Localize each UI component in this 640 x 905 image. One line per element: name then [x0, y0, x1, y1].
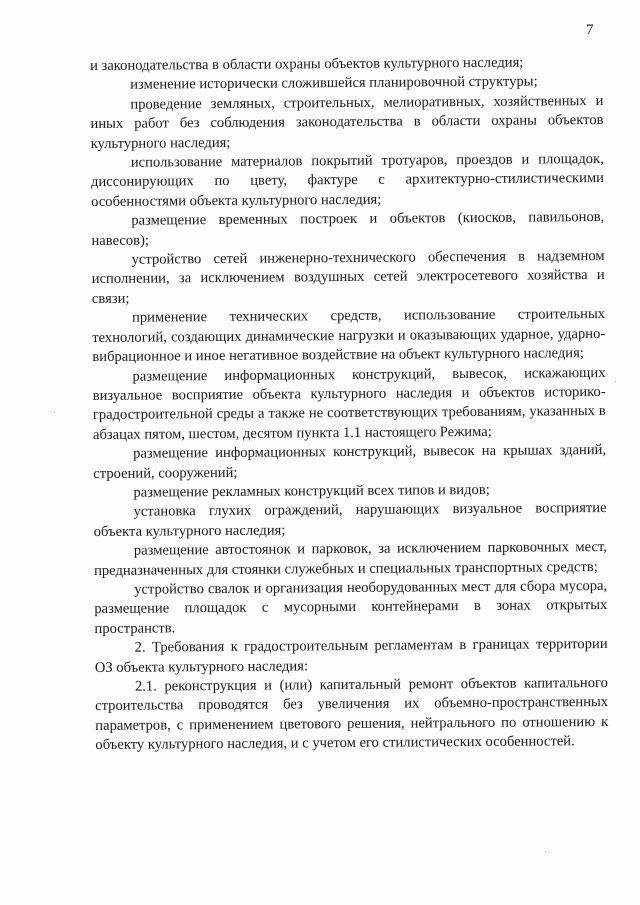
- scan-speck: [54, 412, 55, 413]
- paragraph: устройство сетей инженерно-технического обеспечения в надземном исполнении, за исключением воздушных сетей электросетевого хозяйства и связи;: [91, 248, 605, 307]
- paragraph: 2.1. реконструкция и (или) капитальный ремонт объектов капитального строительства проводятся без увеличения их объемно-пространственных параметров, с применением цветового решения, нейтрального по отношению к объекту культурного наследия, и с учетом его стилистических особенностей.: [95, 674, 609, 754]
- scan-speck: [615, 381, 616, 382]
- paragraph: размещение информационных конструкций, вывесок, искажающих визуальное восприятие объекта культурного наследия и объектов историко-градостроительной среды а также не соответствующих требованиям, указанных в абзацах пятом, шестом, десятом пункта 1.1 настоящего Режима;: [92, 364, 606, 443]
- paragraph: 2. Требования к градостроительным регламентам в границах территории ОЗ объекта культурного наследия:: [94, 636, 608, 676]
- paragraph: размещение временных построек и объектов (киосков, павильонов, навесов);: [91, 209, 605, 249]
- paragraph: проведение земляных, строительных, мелиоративных, хозяйственных и иных работ без соблюдения законодательства в области охраны объектов культурного наследия;: [90, 92, 604, 152]
- paragraph: установка глухих ограждений, нарушающих визуальное восприятие объекта культурного наследия;: [93, 500, 607, 540]
- paragraph: размещение информационных конструкций, вывесок на крышах зданий, строений, сооружений;: [93, 442, 607, 482]
- paragraph: устройство свалок и организация необорудованных мест для сбора мусора, размещение площадок с мусорными контейнерами в зонах открытых пространств.: [94, 577, 608, 637]
- paragraph: размещение автостоянок и парковок, за исключением парковочных мест, предназначенных для стоянки служебных и специальных транспортных средств;: [93, 539, 607, 579]
- page-number: 7: [586, 22, 594, 38]
- paragraph: и законодательства в области охраны объектов культурного наследия;: [90, 54, 524, 74]
- paragraph: изменение исторически сложившейся планировочной структуры;: [130, 73, 538, 94]
- paragraph: размещение рекламных конструкций всех типов и видов;: [133, 481, 490, 501]
- scan-speck: [545, 851, 546, 852]
- document-body: [90, 53, 608, 756]
- paragraph: применение технических средств, использование строительных технологий, создающих динамические нагрузки и оказывающих ударное, ударно-вибрационное и иное негативное воздействие на объект культурного наследия;: [92, 306, 606, 366]
- paragraph: использование материалов покрытий тротуаров, проездов и площадок, диссонирующих по цвету, фактуре с архитектурно-стилистическими особенностями объекта культурного наследия;: [90, 150, 605, 210]
